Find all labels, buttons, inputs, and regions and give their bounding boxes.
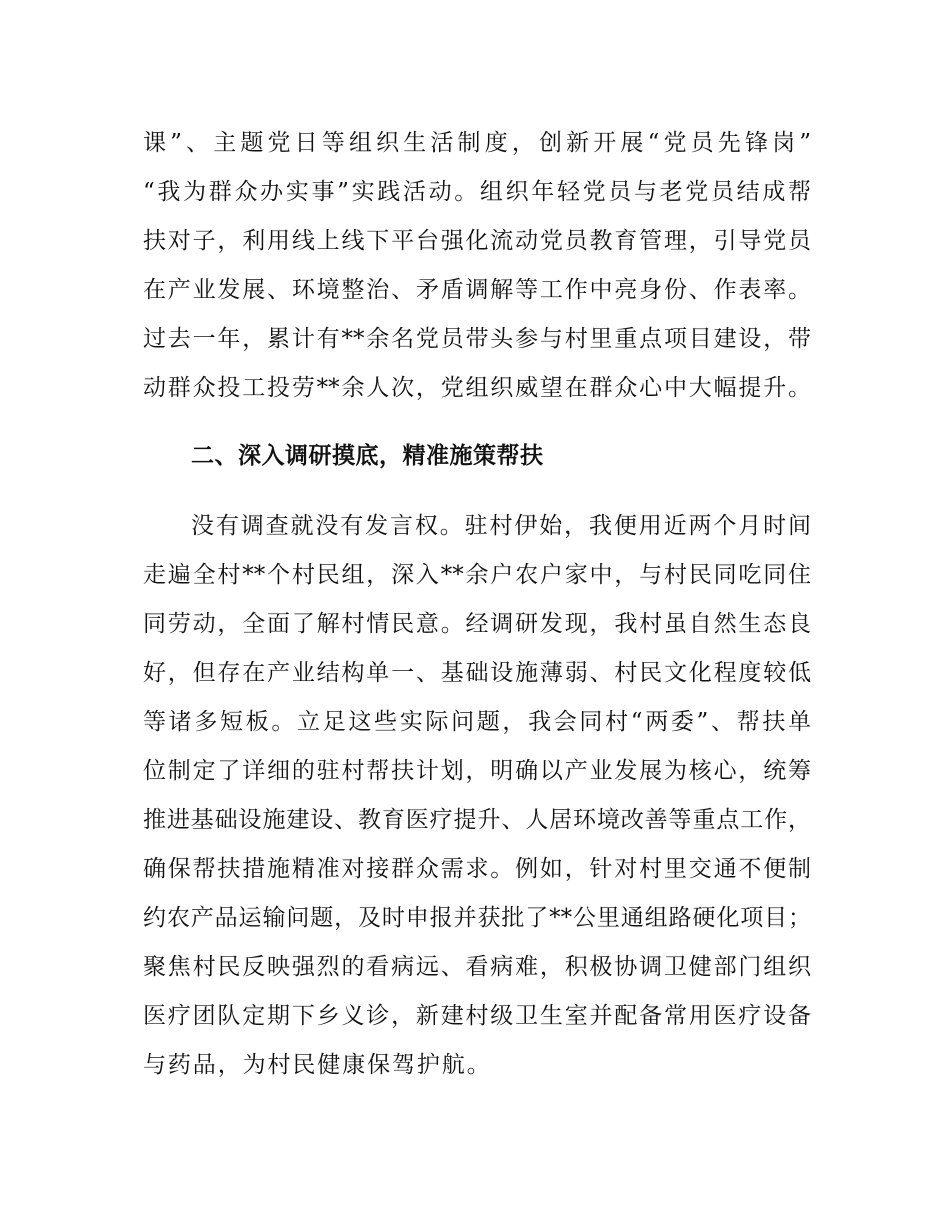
paragraph-line: 好，但存在产业结构单一、基础设施薄弱、村民文化程度较低: [143, 660, 811, 686]
paragraph-line: 与药品，为村民健康保驾护航。: [143, 1052, 492, 1078]
paragraph-line: 位制定了详细的驻村帮扶计划，明确以产业发展为核心，统筹: [143, 758, 811, 784]
paragraph-line: 推进基础设施建设、教育医疗提升、人居环境改善等重点工作，: [143, 807, 811, 833]
paragraph-line: 动群众投工投劳**余人次，党组织威望在群众心中大幅提升。: [143, 375, 811, 401]
paragraph-line: 走遍全村**个村民组，深入**余户农户家中，与村民同吃同住: [143, 562, 811, 588]
paragraph-line: 医疗团队定期下乡义诊，新建村级卫生室并配备常用医疗设备: [143, 1003, 811, 1029]
paragraph-line: 过去一年，累计有**余名党员带头参与村里重点项目建设，带: [143, 326, 811, 352]
paragraph-line: 约农产品运输问题，及时申报并获批了**公里通组路硬化项目；: [143, 905, 811, 931]
section-heading: 二、深入调研摸底，精准施策帮扶: [191, 443, 544, 469]
paragraph-line: 课”、主题党日等组织生活制度，创新开展“党员先锋岗”: [143, 130, 811, 156]
paragraph-line: 在产业发展、环境整治、矛盾调解等工作中亮身份、作表率。: [143, 277, 811, 303]
paragraph-line: 没有调查就没有发言权。驻村伊始，我便用近两个月时间: [191, 513, 811, 539]
paragraph-line: “我为群众办实事”实践活动。组织年轻党员与老党员结成帮: [143, 179, 811, 205]
paragraph-line: 聚焦村民反映强烈的看病远、看病难，积极协调卫健部门组织: [143, 954, 811, 980]
paragraph-line: 同劳动，全面了解村情民意。经调研发现，我村虽自然生态良: [143, 611, 811, 637]
paragraph-line: 等诸多短板。立足这些实际问题，我会同村“两委”、帮扶单: [143, 709, 811, 735]
paragraph-line: 扶对子，利用线上线下平台强化流动党员教育管理，引导党员: [143, 228, 811, 254]
paragraph-line: 确保帮扶措施精准对接群众需求。例如，针对村里交通不便制: [143, 856, 811, 882]
